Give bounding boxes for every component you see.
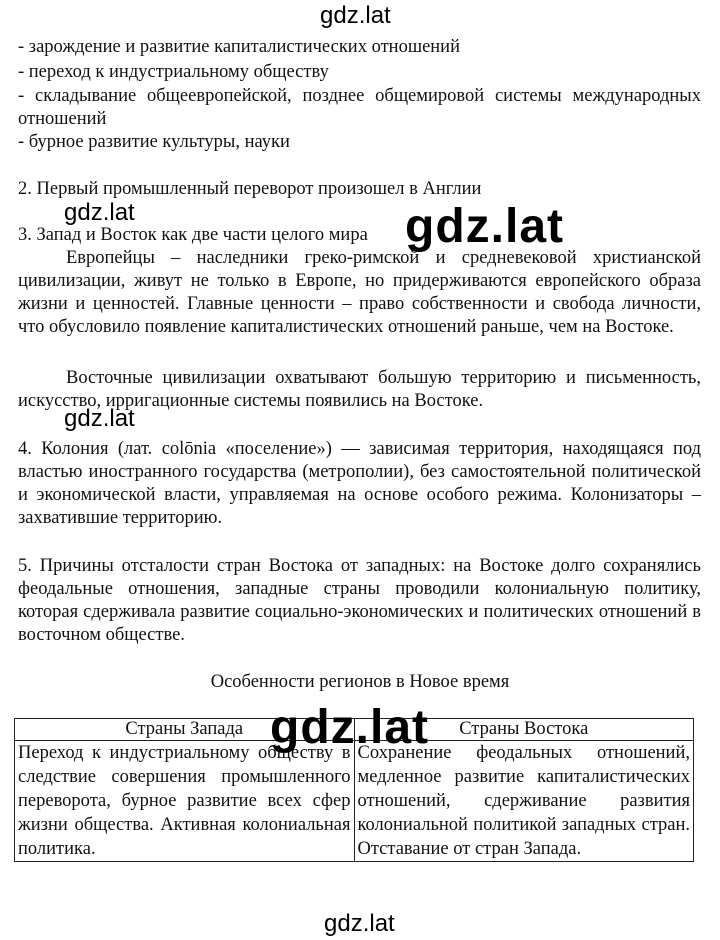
answer-3-title: 3. Запад и Восток как две части целого мира: [18, 225, 368, 245]
list-item: - бурное развитие культуры, науки: [18, 132, 290, 152]
answer-3-paragraph-1: Европейцы – наследники греко-римской и средневековой христианской цивилизации, живут не только в Европе, но придерживаются европейского образа жизни и ценностей. Главные ценности – право собственности и свобода личности, что обусловило появление капиталистических отношений раньше, чем на Востоке.: [18, 248, 701, 337]
list-item: - зарождение и развитие капиталистических отношений: [18, 37, 460, 57]
table-row: [15, 741, 694, 862]
watermark-bottom: gdz.lat: [324, 910, 395, 937]
table-cell-east: Сохранение феодальных отношений, медленное развитие капиталистических отношений, сдерживание развития колониальной политикой западных стран. Отставание от стран Запада.: [354, 741, 694, 862]
answer-2: 2. Первый промышленный переворот произошел в Англии: [18, 179, 482, 199]
answer-5: 5. Причины отсталости стран Востока от западных: на Востоке долго сохранялись феодальные отношения, западные страны проводили колониальную политику, которая сдерживала развитие социально-экономических и политических отношений в восточном обществе.: [18, 556, 701, 645]
watermark-top: gdz.lat: [320, 2, 391, 29]
watermark-large-1: gdz.lat: [405, 200, 564, 253]
list-item: - переход к индустриальному обществу: [18, 62, 329, 82]
watermark-mid-2: gdz.lat: [64, 405, 135, 432]
watermark-large-2: gdz.lat: [270, 701, 429, 754]
list-item: - складывание общеевропейской, позднее общемировой системы международных отношений: [18, 86, 701, 129]
watermark-mid-1: gdz.lat: [64, 199, 135, 226]
table-title: Особенности регионов в Новое время: [210, 672, 510, 692]
answer-3-paragraph-2: Восточные цивилизации охватывают большую территорию и письменность, искусство, ирригационные системы появились на Востоке.: [18, 368, 701, 411]
table-header-west: Страны Запада: [15, 719, 355, 741]
table-cell-west: Переход к индустриальному обществу в следствие совершения промышленного переворота, бурное развитие всех сфер жизни общества. Активная колониальная политика.: [15, 741, 355, 862]
answer-4: 4. Колония (лат. colōnia «поселение») — зависимая территория, находящаяся под властью иностранного государства (метрополии), без самостоятельной политической и экономической власти, управляемая на основе особого режима. Колонизаторы – захватившие территорию.: [18, 439, 701, 528]
table-header-east: Страны Востока: [354, 719, 694, 741]
